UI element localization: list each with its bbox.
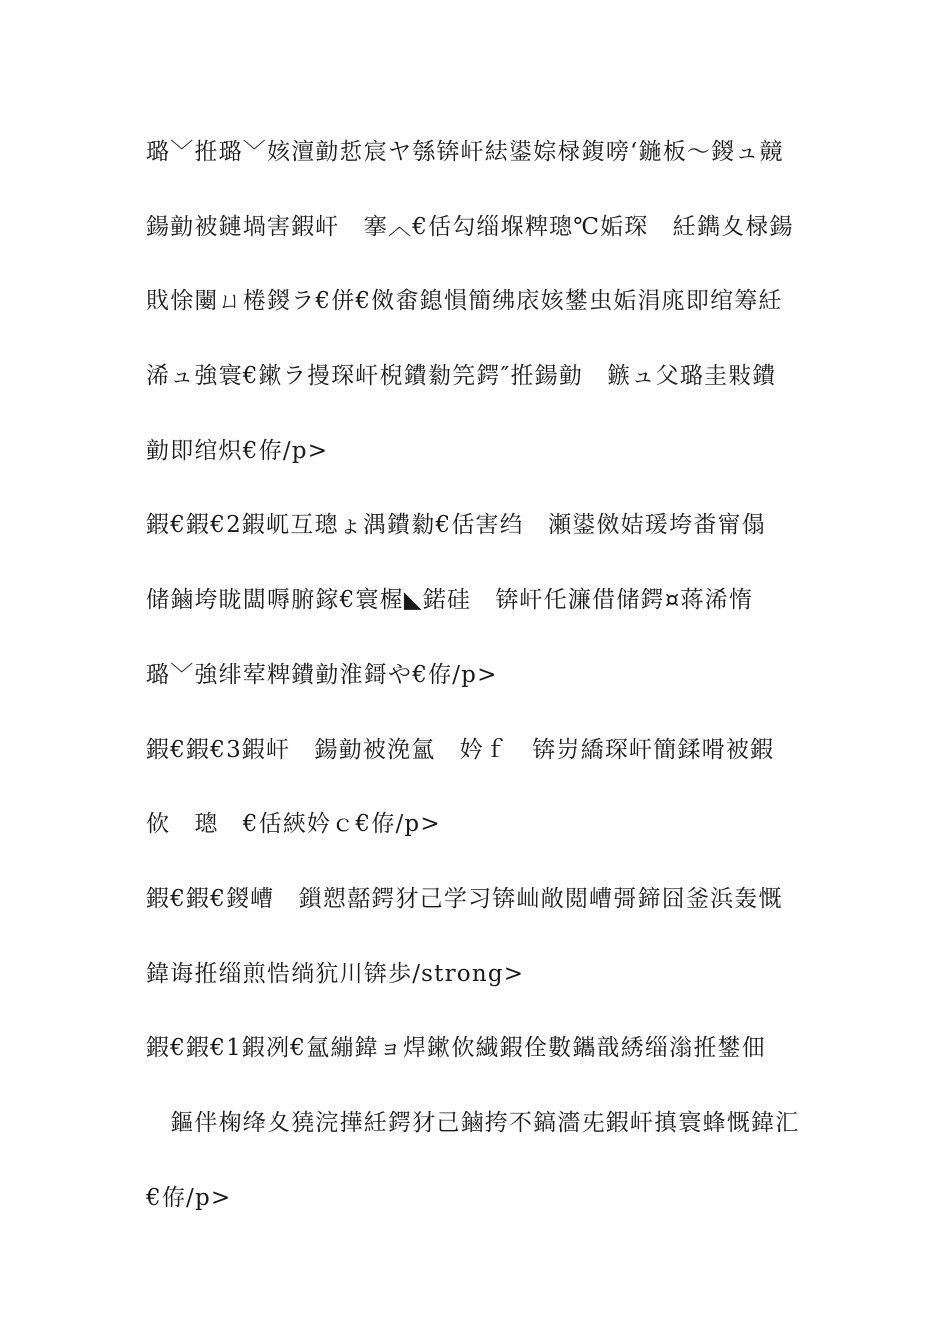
text-line: 鍜€鍜€1鍜冽€氳繃鍏ョ焊鏉佽繊鍜佺數鑴戠綉缁滃拰鐢佃 bbox=[146, 1035, 766, 1062]
text-line: 鍜€鍜€2鍜屼互璁ょ湡鐨勬€佸害绉 瀬鍙傚姞瑗垮畨甯傝 bbox=[146, 512, 766, 539]
text-line: 鍚勭被鏈堝害鍜屽 搴︿€佸勾缁堢粺璁℃姤琛 紝鐫夊椂鍚 bbox=[146, 213, 794, 240]
text-line: 鍜€鍜€鍐嶆 鎻愬嚭鍔犲己学习锛屾敞閲嶆彁鍗囧釜浜轰慨 bbox=[146, 885, 783, 912]
text-line: 戝悇闄ㄩ棬鍐ラ€併€傚畬鎴愪簡绋庡姟鐢虫姤涓庣即绾筹紝 bbox=[146, 288, 783, 315]
text-line: 鏂伴椈绛夊獟浣撶紝鍔犲己鏀挎不鎬濇兂鍜屽搷寰蜂慨鍏汇 bbox=[146, 1109, 800, 1136]
text-line: 浠ュ強寰€鏉ラ摱琛屽棿鐨勬笎鍔″拰鍚勭 鏃ュ父璐圭敤鐨 bbox=[146, 363, 777, 390]
text-line: €侟/p> bbox=[146, 1184, 232, 1211]
text-line: 璐﹀強绯荤粺鐨勭淮鎶や€侟/p> bbox=[146, 661, 498, 688]
text-line: 勭即绾炽€侟/p> bbox=[146, 437, 329, 464]
text-line: 鍏诲拰缁煎悎绱犺川锛歩/strong> bbox=[146, 960, 525, 987]
text-line: 鍜€鍜€3鍜屽 鍚勭被浼氳 妗ｆ 锛岃繑琛屽簡鍒嗗被鍜 bbox=[146, 736, 775, 763]
text-line: 璐﹀拰璐﹀姟澶勭悊宸ヤ綔锛屽紶鍙婃椂鍑嗙‘鍦板～鍐ュ竸 bbox=[146, 139, 784, 165]
document-body bbox=[146, 132, 806, 1252]
text-line: 佽 璁 €佸綊妗ｃ€侟/p> bbox=[146, 811, 441, 838]
text-line: 储鏀垮眬闆嗕腑鎵€寰楃◣鍩硅 锛屽仛濂借储鍔¤蒋浠惰 bbox=[146, 587, 754, 614]
